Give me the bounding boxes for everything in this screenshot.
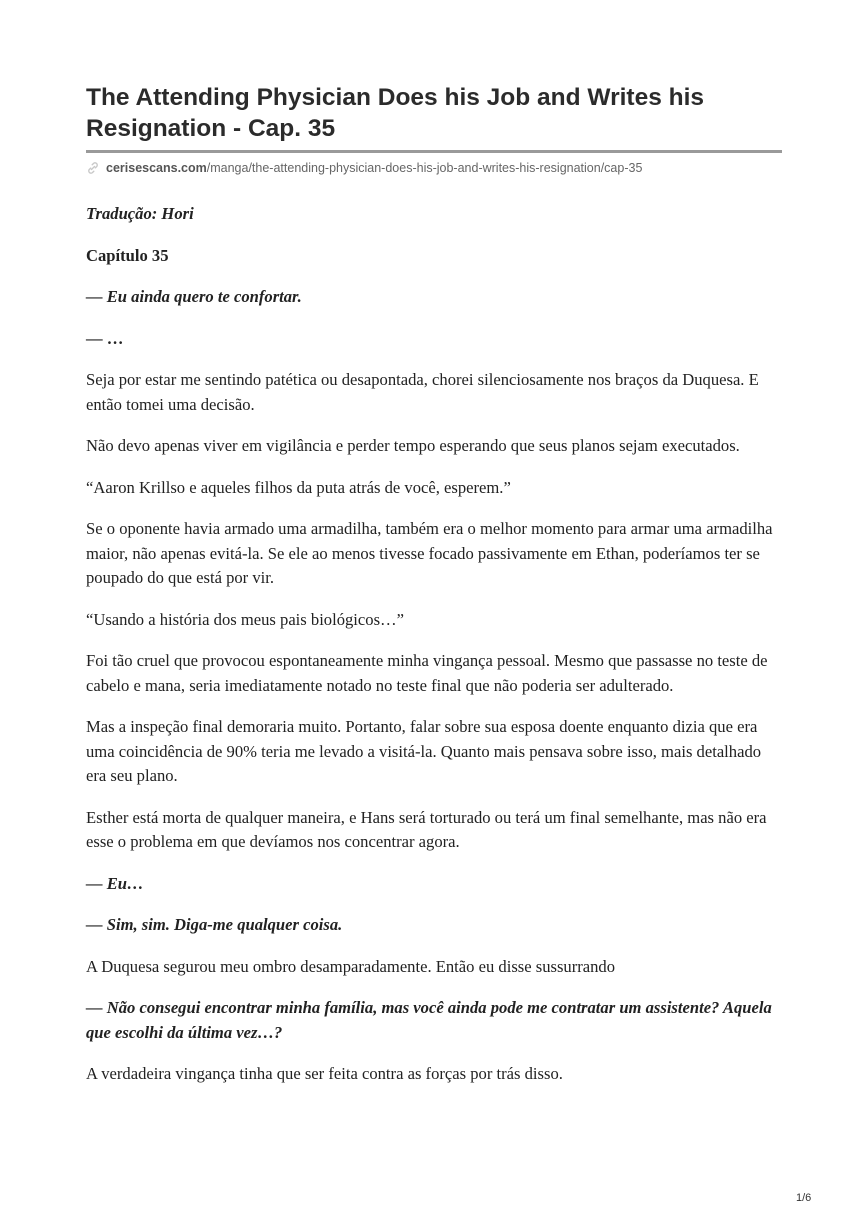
page-number: 1/6	[796, 1192, 812, 1204]
source-url[interactable]	[86, 159, 782, 177]
dialogue-line: — …	[86, 328, 124, 348]
paragraph: Esther está morta de qualquer maneira, e Hans será torturado ou terá um final semelhante, mas não era esse o problema em que devíamos nos concentrar agora.	[86, 807, 767, 851]
dialogue-line: — Eu…	[86, 873, 144, 893]
dialogue-line: — Eu ainda quero te confortar.	[86, 287, 302, 306]
paragraph: Mas a inspeção final demoraria muito. Portanto, falar sobre sua esposa doente enquanto dizia que era uma coincidência de 90% teria me levado a visitá-la. Quanto mais pensava sobre isso, mais detalhado era seu plano.	[86, 717, 762, 785]
chapter-content	[86, 202, 782, 1104]
paragraph: Se o oponente havia armado uma armadilha, também era o melhor momento para armar uma armadilha maior, não apenas evitá-la. Se ele ao menos tivesse focado passivamente em Ethan, poderíamos ter se poupado do que está por vir.	[86, 519, 773, 587]
source-path[interactable]: /manga/the-attending-physician-does-his-job-and-writes-his-resignation/cap-35	[206, 161, 643, 175]
title-divider	[86, 150, 782, 153]
paragraph: A verdadeira vingança tinha que ser feita contra as forças por trás disso.	[86, 1064, 563, 1083]
dialogue-line: — Sim, sim. Diga-me qualquer coisa.	[86, 915, 343, 934]
paragraph: “Aaron Krillso e aqueles filhos da puta atrás de você, esperem.”	[86, 477, 511, 497]
source-domain[interactable]: cerisescans.com	[106, 161, 207, 175]
paragraph: Foi tão cruel que provocou espontaneamente minha vingança pessoal. Mesmo que passasse no teste de cabelo e mana, seria imediatamente notado no teste final que não poderia ser adulterado.	[86, 651, 768, 695]
paragraph: “Usando a história dos meus pais biológicos…”	[86, 609, 404, 629]
dialogue-line: — Não consegui encontrar minha família, mas você ainda pode me contratar um assistente? Aquela que escolhi da última vez…?	[86, 998, 772, 1042]
page-title: The Attending Physician Does his Job and Writes his Resignation - Cap. 35	[86, 84, 705, 142]
chapter-heading: Capítulo 35	[86, 245, 169, 265]
paragraph: Seja por estar me sentindo patética ou desapontada, chorei silenciosamente nos braços da Duquesa. E então tomei uma decisão.	[86, 370, 759, 414]
translator-credit: Tradução: Hori	[86, 204, 194, 223]
link-icon	[86, 161, 100, 175]
paragraph: A Duquesa segurou meu ombro desamparadamente. Então eu disse sussurrando	[86, 956, 616, 976]
paragraph: Não devo apenas viver em vigilância e perder tempo esperando que seus planos sejam executados.	[86, 436, 740, 455]
